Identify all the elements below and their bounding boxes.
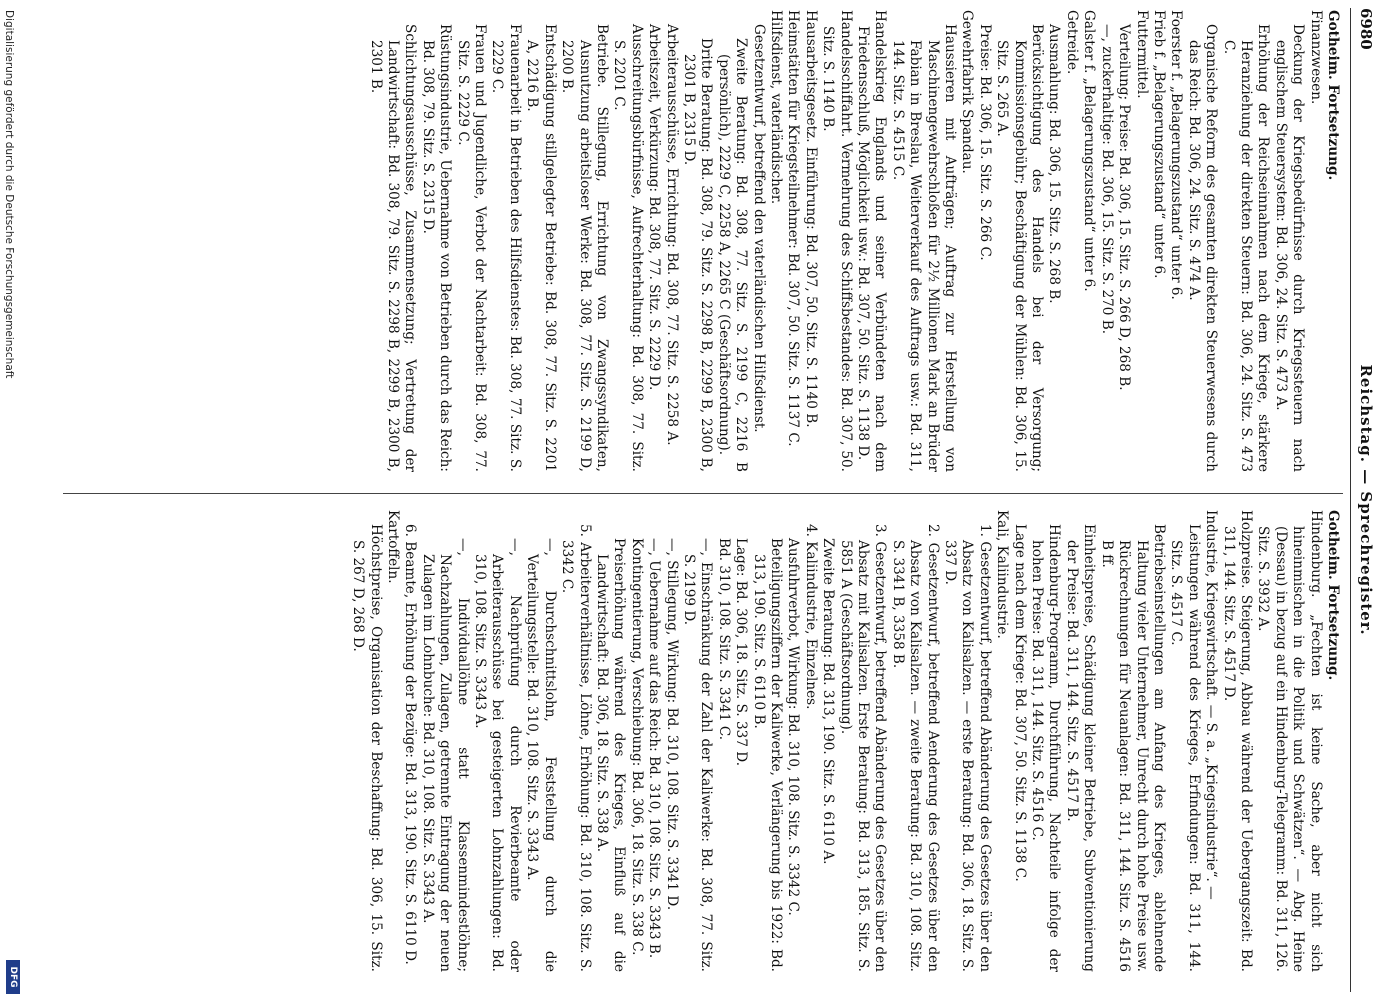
index-entry: Erhöhung der Reichseinnahmen nach dem Kriege, stärkere Heranziehung der direkten Steuern: Bd. 306, 24. Sitz. S. 473 C. bbox=[1220, 24, 1272, 472]
index-entry: —, Einschränkung der Zahl der Kaliwerke: Bd. 308, 77. Sitz. S. 2199 D. bbox=[680, 538, 715, 972]
index-entry: —, Durchschnittslohn, Feststellung durch die Verteilungsstelle: Bd. 310, 108. Sitz. S. 3343 A. bbox=[524, 538, 558, 972]
index-entry: Heimstätten für Kriegsteilnehmer: Bd. 307, 50. Sitz. S. 1137 C. bbox=[785, 10, 802, 447]
index-entry: Futtermittel. bbox=[1133, 10, 1150, 99]
section-heading: Gotheim. Fortsetzung. bbox=[1325, 510, 1341, 681]
index-entry: Getreide. bbox=[1063, 10, 1080, 75]
index-entry: Handelskrieg Englands und seiner Verbündeten nach dem Friedensschluß, Möglichkeit usw.: Bd. 307, 50. Sitz. S. 1138 D. bbox=[855, 10, 889, 472]
index-entry: Industrie, Kriegswirtschaft. — S. a. „Kriegsindustrie“. — bbox=[1203, 510, 1220, 900]
index-entry: Frauenarbeit in Betrieben des Hilfsdienstes: Bd. 308, 77. Sitz. S. 2229 C. bbox=[489, 24, 523, 472]
header-rule bbox=[1350, 8, 1351, 992]
page-number: 6980 bbox=[1357, 8, 1375, 50]
index-entry: Arbeitszeit, Verkürzung: Bd. 308, 77. Sitz. S. 2229 D. bbox=[646, 24, 663, 391]
dfg-logo: DFG bbox=[6, 960, 20, 994]
index-entry: Haussieren mit Aufträgen; Auftrag zur Herstellung von Maschinengewehrschloßen für 2½ Millionen Mark an Brüder Fabian in Breslau, Weiterverkauf des Auftrags usw.: Bd. 311, 144. Sitz. S. 4515 C. bbox=[889, 24, 959, 472]
index-entry: Handelsschiffahrt. Vermehrung des Schiffsbestandes: Bd. 307, 50. Sitz. S. 1140 B. bbox=[820, 10, 854, 472]
index-entry: Preise: Bd. 306, 15. Sitz. S. 266 C. bbox=[976, 24, 993, 261]
index-entry: Kali, Kaliindustrie. bbox=[994, 510, 1011, 639]
index-entry: Hindenburg. „Fechten ist keine Sache, aber nicht sich hineinmischen in die Politik und Schwätzen“. — Abg. Heine (Dessau) in bezug auf ein Hindenburg-Telegramm: Bd. 311, 126. Sitz. S. 3932 A. bbox=[1255, 510, 1324, 972]
index-entry: Beteiligungsziffern der Kaliwerke, Verlängerung bis 1922: Bd. 313, 190. Sitz. S. 6110 B. bbox=[750, 538, 784, 972]
index-entry: Galster f. „Belagerungszustand“ unter 6. bbox=[1081, 10, 1098, 292]
index-entry: Ausfuhrverbot, Wirkung: Bd. 310, 108. Sitz. S. 3342 C. bbox=[785, 538, 802, 916]
index-entry: Kartoffeln. bbox=[385, 510, 402, 584]
index-entry: —, Stillegung, Wirkung: Bd. 310, 108. Sitz. S. 3341 D. bbox=[663, 538, 680, 911]
index-entry: Betriebe. Stillegung, Errichtung von Zwangssyndikaten, Ausnutzung arbeitsloser Werke: Bd. 308, 77. Sitz. S. 2199 D, 2200 B. bbox=[559, 24, 610, 472]
section-heading: Gotheim. Fortsetzung. bbox=[1325, 10, 1341, 181]
index-entry: 3. Gesetzentwurf, betreffend Abänderung des Gesetzes über den Absatz mit Kalisalzen. Erste Beratung: Bd. 313, 185. Sitz. S. 5851 A (Geschäftsordnung). bbox=[837, 524, 889, 972]
index-entry: Finanzwesen. bbox=[1307, 10, 1324, 105]
index-entry: Hilfsdienst, vaterländischer. bbox=[768, 10, 784, 205]
index-entry: Bd. 310, 108. Sitz. S. 3341 C. bbox=[715, 538, 732, 741]
index-entry: Berücksichtigung des Handels bei der Versorgung; Kommissionsgebühr; Beschäftigung der Mühlen: Bd. 306, 15. Sitz. S. 265 A. bbox=[994, 24, 1046, 472]
index-entry: Einheitspreise, Schädigung kleiner Betriebe, Subventionierung der Preise: Bd. 311, 144. Sitz. S. 4517 B. bbox=[1063, 524, 1098, 972]
index-entry: 4. Kaliindustrie, Einzelnes. bbox=[802, 524, 819, 710]
index-entry: Gewehrfabrik Spandau. bbox=[959, 10, 976, 174]
index-entry: —, Individuallöhne statt Klassenmindestlöhne; Nachzahlungen, Zulagen, getrennte Eintragung der neuen Zulagen im Lohnbuche: Bd. 310, 108. Sitz. S. 3343 A. bbox=[419, 538, 471, 972]
index-entry: Dritte Beratung: Bd. 308, 79. Sitz. S. 2298 B, 2299 B, 2300 B, 2301 B, 2315 D. bbox=[680, 38, 715, 472]
index-entry: Lage: Bd. 306, 18. Sitz. S. 337 D. bbox=[733, 538, 750, 767]
index-entry: 2. Gesetzentwurf, betreffend Aenderung des Gesetzes über den Absatz von Kalisalzen. — zweite Beratung: Bd. 310, 108. Sitz. S. 3341 B, 3358 B. bbox=[889, 524, 941, 972]
index-entry: —, zuckerhaltige: Bd. 306, 15. Sitz. S. 270 B. bbox=[1098, 24, 1115, 335]
index-entry: Höchstpreise, Organisation der Beschaffung: Bd. 306, 15. Sitz. S. 267 D, 268 D. bbox=[350, 524, 384, 972]
index-entry: Organische Reform des gesamten direkten Steuerwesens durch das Reich: Bd. 306, 24. Sitz. S. 474 A. bbox=[1185, 24, 1220, 472]
index-entry: Schlichtungsausschüsse, Zusammensetzung; Vertretung der Landwirtschaft: Bd. 308, 79. Sitz. S. 2298 B, 2299 B, 2300 B, 2301 B. bbox=[367, 24, 419, 472]
index-entry: Rüstungsindustrie, Uebernahme von Betrieben durch das Reich: Bd. 308, 79. Sitz. S. 2315 D. bbox=[419, 24, 454, 472]
index-entry: Lage nach dem Kriege: Bd. 307, 50. Sitz. S. 1138 C. bbox=[1011, 524, 1028, 882]
index-entry: Verteilung; Preise: Bd. 306, 15. Sitz. S. 266 D, 268 B. bbox=[1116, 24, 1133, 391]
index-entry: Arbeiterausschüsse, Errichtung: Bd. 308, 77. Sitz. S. 2258 A. bbox=[663, 24, 680, 446]
index-entry: Betriebseinstellungen am Anfang des Krieges, ablehnende Haltung vieler Unternehmer, Unrecht durch hohe Preise usw. Rückrechnungen für Neuanlagen: Bd. 311, 144. Sitz. S. 4516 B ff. bbox=[1098, 524, 1167, 972]
left-column bbox=[61, 10, 1341, 472]
index-entry: —, Uebernahme auf das Reich: Bd. 310, 108. Sitz. S. 3343 B. bbox=[646, 538, 663, 959]
index-entry: Frauen und Jugendliche, Verbot der Nachtarbeit: Bd. 308, 77. Sitz. S. 2229 C. bbox=[454, 24, 489, 472]
index-entry: 1. Gesetzentwurf, betreffend Abänderung des Gesetzes über den Absatz von Kalisalzen. — erste Beratung: Bd. 306, 18. Sitz. S. 337 D. bbox=[942, 524, 993, 972]
index-entry: Gesetzentwurf, betreffend den vaterländischen Hilfsdienst. bbox=[750, 24, 767, 433]
index-entry: Foerster f. „Belagerungszustand“ unter 6. bbox=[1168, 10, 1185, 300]
index-entry: Ausschreitungsbürfnisse, Aufrechterhaltung: Bd. 308, 77. Sitz. S. 2201 C. bbox=[611, 24, 645, 472]
index-entry: Hindenburg-Programm, Durchführung, Nachteile infolge der hohen Preise: Bd. 311, 144. Sitz. S. 4516 C. bbox=[1029, 524, 1063, 972]
right-column bbox=[61, 510, 1341, 972]
index-entry: Ausmahlung: Bd. 306, 15. Sitz. S. 268 B. bbox=[1046, 24, 1063, 304]
column-divider bbox=[63, 493, 1343, 494]
index-entry: Entschädigung stillgelegter Betriebe: Bd. 308, 77. Sitz. S. 2201 A, 2216 B. bbox=[524, 24, 558, 472]
index-entry: 6. Beamte, Erhöhung der Bezüge: Bd. 313, 190. Sitz. S. 6110 D. bbox=[402, 524, 419, 965]
index-entry: Frieb f. „Belagerungszustand“ unter 6. bbox=[1150, 10, 1167, 279]
page-header bbox=[1353, 8, 1375, 992]
index-entry: Holzpreise. Steigerung, Abbau während der Uebergangszeit: Bd. 311, 144. Sitz. S. 4517 D. bbox=[1220, 510, 1254, 972]
index-entry: Zweite Beratung: Bd. 313, 190. Sitz. S. 6110 A. bbox=[820, 538, 837, 865]
index-entry: Deckung der Kriegsbedürfnisse durch Kriegssteuern nach englischem Steuersystem: Bd. 306, 24. Sitz. S. 473 A. bbox=[1272, 24, 1307, 472]
index-entry: Preiserhöhung während des Krieges, Einfluß auf die Landwirtschaft: Bd. 306, 18. Sitz. S. 338 A. bbox=[593, 538, 628, 972]
index-entry: —, Nachprüfung durch Revierbeamte oder Arbeiterausschüsse bei gesteigerten Lohnzahlungen: Bd. 310, 108. Sitz. S. 3343 A. bbox=[472, 538, 523, 972]
running-title: Reichstag. — Sprechregister. bbox=[1357, 364, 1375, 636]
index-entry: Leistungen während des Krieges, Erfindungen: Bd. 311, 144. Sitz. S. 4517 C. bbox=[1168, 524, 1202, 972]
index-entry: Hausarbeitsgesetz. Einführung: Bd. 307, 50. Sitz. S. 1140 B. bbox=[802, 10, 819, 428]
index-entry: 5. Arbeiterverhältnisse, Löhne, Erhöhung: Bd. 310, 108. Sitz. S. 3342 C. bbox=[559, 524, 593, 972]
funding-note: Digitalisierung gefördert durch die Deutsche Forschungsgemeinschaft bbox=[3, 10, 15, 379]
index-entry: Zweite Beratung: Bd. 308, 77. Sitz. S. 2199 C, 2216 B (persönlich), 2229 C, 2258 A, 2265 C (Geschäftsordnung). bbox=[715, 38, 750, 472]
index-entry: Kontingentierung, Verschiebung: Bd. 306, 18. Sitz. S. 338 C. bbox=[628, 538, 645, 956]
